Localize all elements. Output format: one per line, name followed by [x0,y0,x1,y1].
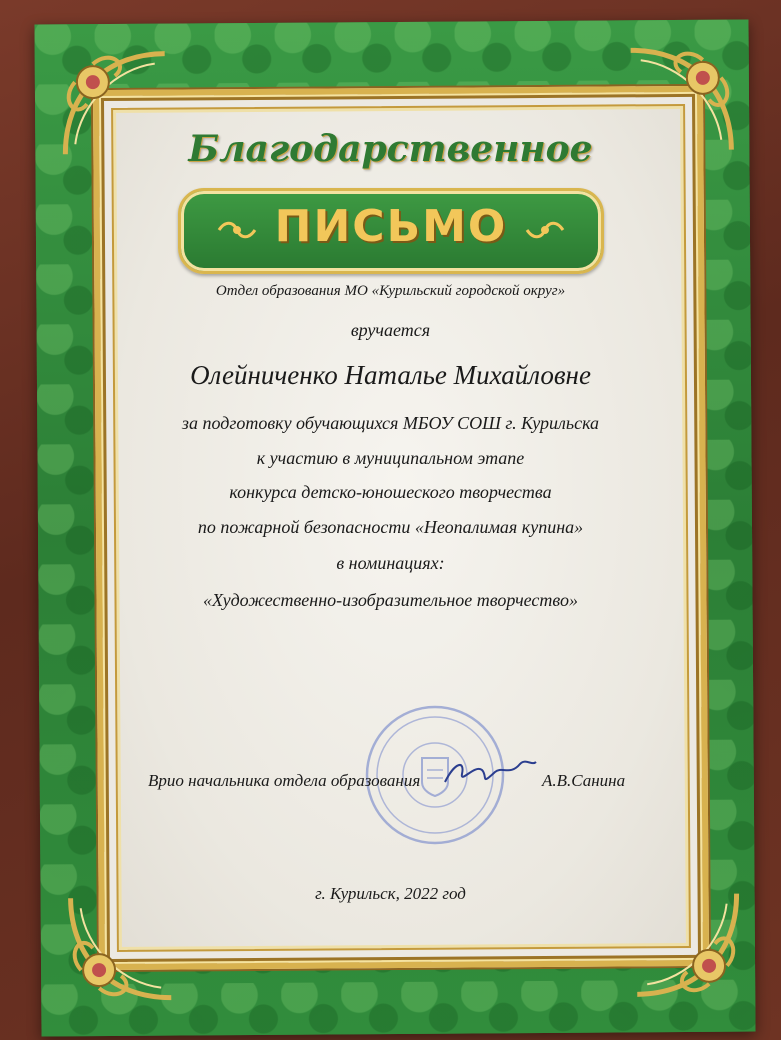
recipient-name: Олейниченко Наталье Михайловне [190,360,591,390]
banner-title: ПИСЬМО [274,201,508,252]
body-line: в номинациях: [336,553,445,573]
award-verb: вручается [350,320,431,340]
body-line: за подготовку обучающихся МБОУ СОШ г. Курильска [181,413,600,433]
signatory-title: Врио начальника отдела образования [148,771,421,790]
body-line: «Художественно-изобразительное творчество» [203,590,578,610]
body-line: по пожарной безопасности «Неопалимая купина» [197,517,584,537]
title-banner [178,188,604,274]
body-line: к участию в муниципальном этапе [256,448,525,468]
issuing-department: Отдел образования МО «Курильский городской округ» [215,283,566,299]
corner-ornament-icon [61,888,182,1009]
banner-ornament-icon [525,219,565,241]
place-and-date: г. Курильск, 2022 год [315,884,466,903]
signatory-name: А.В.Санина [542,771,626,790]
handwritten-signature-icon [440,752,540,792]
body-line: конкурса детско-юношеского творчества [229,482,552,502]
certificate-heading: Благодарственное [188,128,593,170]
